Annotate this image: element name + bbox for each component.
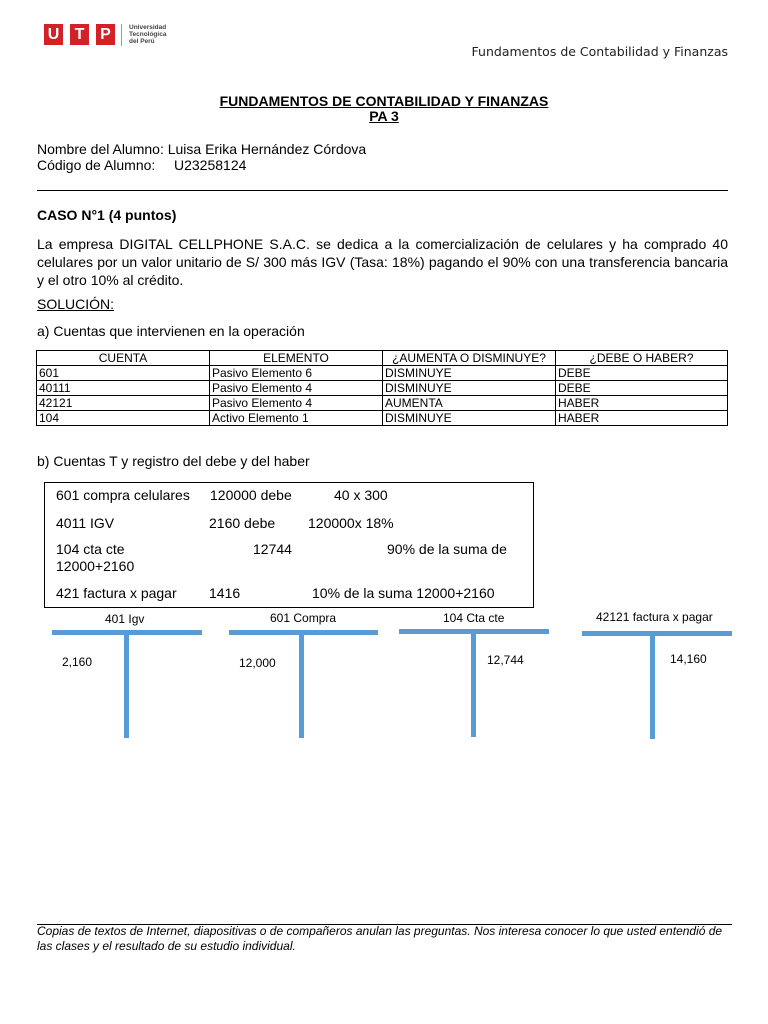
column-header: ¿DEBE O HABER? bbox=[556, 351, 728, 366]
logo-subtext-line: Tecnológica bbox=[129, 30, 167, 38]
entry-amount: 2160 debe bbox=[209, 515, 276, 531]
column-header: ELEMENTO bbox=[210, 351, 383, 366]
table-cell: 40111 bbox=[37, 381, 210, 396]
table-header-row bbox=[37, 351, 728, 366]
logo-subtext-line: Universidad bbox=[129, 24, 167, 31]
part-a-label: a) Cuentas que intervienen en la operación bbox=[37, 323, 305, 339]
document-title bbox=[0, 93, 768, 109]
table-cell: AUMENTA bbox=[383, 396, 556, 411]
footer-note: Copias de textos de Internet, diapositivas o de compañeros anulan las preguntas. Nos interesa conocer lo que usted entendió de las clases y el resultado de su estudio individual. bbox=[37, 924, 723, 953]
column-header: ¿AUMENTA O DISMINUYE? bbox=[383, 351, 556, 366]
entry-account: 104 cta cte bbox=[56, 541, 125, 557]
t-account-label: 401 Igv bbox=[105, 612, 145, 626]
entry-amount: 1416 bbox=[209, 585, 241, 601]
document-title-text: FUNDAMENTOS DE CONTABILIDAD Y FINANZAS bbox=[219, 93, 549, 109]
entry-calc: 40 x 300 bbox=[334, 487, 388, 503]
table-row bbox=[37, 366, 728, 381]
entry-account: 4011 IGV bbox=[56, 515, 115, 531]
accounts-table bbox=[36, 350, 728, 426]
logo-subtext bbox=[129, 25, 166, 45]
document-subtitle bbox=[0, 108, 768, 124]
t-account-label: 104 Cta cte bbox=[443, 611, 505, 625]
t-account-label: 601 Compra bbox=[270, 611, 337, 625]
table-row bbox=[37, 411, 728, 426]
logo-letter-t: T bbox=[70, 24, 89, 45]
t-account-value: 2,160 bbox=[62, 655, 93, 669]
table-cell: 104 bbox=[37, 411, 210, 426]
t-account-value: 12,000 bbox=[239, 656, 276, 670]
entry-account: 601 compra celulares bbox=[56, 487, 190, 503]
table-cell: DEBE bbox=[556, 366, 728, 381]
t-account-label: 42121 factura x pagar bbox=[596, 610, 713, 624]
t-account-stem bbox=[471, 629, 476, 737]
t-account-value: 12,744 bbox=[487, 653, 524, 667]
case-heading: CASO N°1 (4 puntos) bbox=[37, 207, 177, 223]
table-cell: DISMINUYE bbox=[383, 381, 556, 396]
divider bbox=[37, 190, 728, 191]
entry-calc-continued: 12000+2160 bbox=[56, 558, 135, 574]
table-cell: DEBE bbox=[556, 381, 728, 396]
column-header: CUENTA bbox=[37, 351, 210, 366]
student-name: Nombre del Alumno: Luisa Erika Hernández Córdova bbox=[37, 141, 367, 157]
header-course-name: Fundamentos de Contabilidad y Finanzas bbox=[471, 44, 728, 59]
entry-calc: 10% de la suma 12000+2160 bbox=[312, 585, 495, 601]
entry-calc: 90% de la suma de bbox=[387, 541, 507, 557]
table-cell: 601 bbox=[37, 366, 210, 381]
logo-letter-p: P bbox=[96, 24, 115, 45]
t-account-stem bbox=[299, 630, 304, 738]
entry-account: 421 factura x pagar bbox=[56, 585, 177, 601]
table-cell: Pasivo Elemento 4 bbox=[210, 396, 383, 411]
logo-divider bbox=[121, 24, 122, 46]
part-b-label: b) Cuentas T y registro del debe y del haber bbox=[37, 453, 310, 469]
t-account-value: 14,160 bbox=[670, 652, 707, 666]
logo-subtext-line: del Perú bbox=[129, 37, 155, 45]
table-cell: Pasivo Elemento 6 bbox=[210, 366, 383, 381]
table-cell: HABER bbox=[556, 396, 728, 411]
table-cell: 42121 bbox=[37, 396, 210, 411]
student-code-label: Código de Alumno: bbox=[37, 157, 156, 173]
entry-amount: 120000 debe bbox=[210, 487, 292, 503]
entry-calc: 120000x 18% bbox=[308, 515, 394, 531]
document-subtitle-text: PA 3 bbox=[369, 108, 399, 124]
table-cell: DISMINUYE bbox=[383, 411, 556, 426]
student-code-value: U23258124 bbox=[174, 157, 247, 173]
table-cell: Activo Elemento 1 bbox=[210, 411, 383, 426]
logo-letter-u: U bbox=[44, 24, 63, 45]
table-cell: Pasivo Elemento 4 bbox=[210, 381, 383, 396]
table-row bbox=[37, 396, 728, 411]
t-account-bar bbox=[582, 631, 732, 636]
table-row bbox=[37, 381, 728, 396]
case-description: La empresa DIGITAL CELLPHONE S.A.C. se dedica a la comercialización de celulares y ha comprado 40 celulares por un valor unitario de S/ 300 más IGV (Tasa: 18%) pagando el 90% con una transferencia bancaria y el otro 10% al crédito. bbox=[37, 236, 728, 288]
solution-label: SOLUCIÓN: bbox=[37, 296, 115, 312]
table-cell: DISMINUYE bbox=[383, 366, 556, 381]
table-cell: HABER bbox=[556, 411, 728, 426]
t-account-stem bbox=[650, 631, 655, 739]
entry-amount: 12744 bbox=[253, 541, 292, 557]
entries-box bbox=[44, 482, 534, 608]
t-account-stem bbox=[124, 630, 129, 738]
